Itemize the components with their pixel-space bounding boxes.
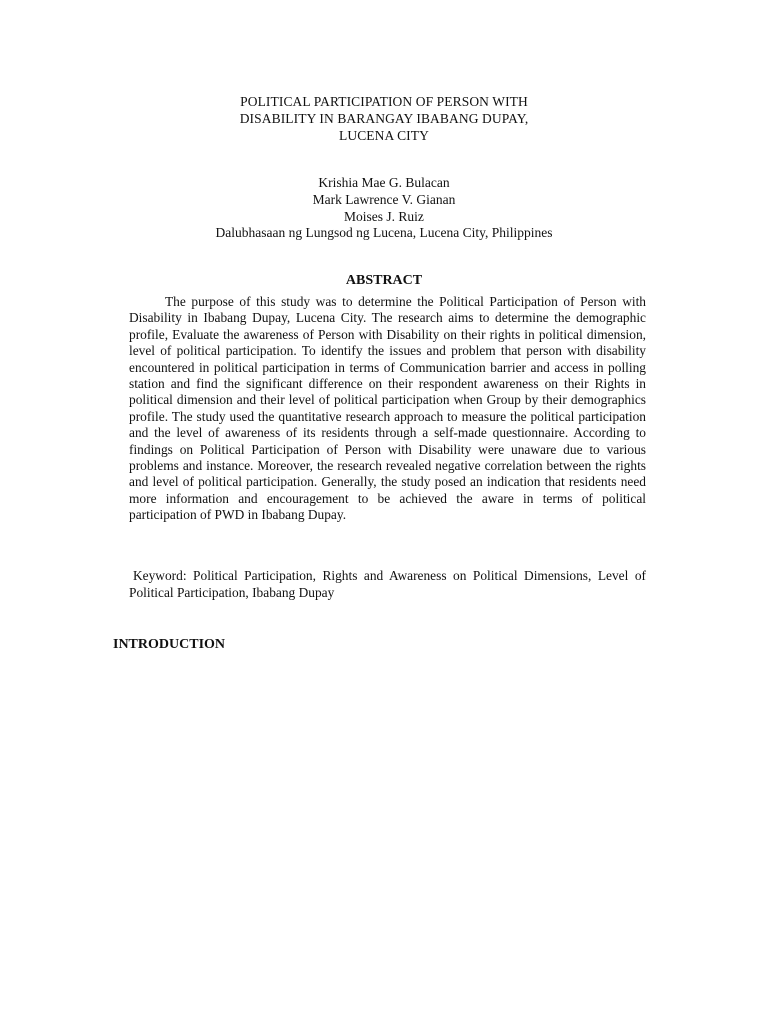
title-line-2: DISABILITY IN BARANGAY IBABANG DUPAY, <box>239 111 529 126</box>
affiliation: Dalubhasaan ng Lungsod ng Lucena, Lucena City, Philippines <box>215 225 553 241</box>
keyword-text: Keyword: Political Participation, Rights and Awareness on Political Dimensions, Level of Political Participation, Ibabang Dupay <box>129 568 646 600</box>
introduction-heading: INTRODUCTION <box>113 637 226 652</box>
abstract-body: The purpose of this study was to determine the Political Participation of Person with Disability in Ibabang Dupay, Lucena City. The research aims to determine the demographic profile, Evaluate the awareness of Person with Disability on their rights in political dimension, level of political participation. To identify the issues and problem that person with disability encountered in political participation in terms of Communication barrier and access in polling station and find the significant difference on their respondent awareness on their Rights in political dimension and their level of political participation when Group by their demographics profile. The study used the quantitative research approach to measure the political participation and the level of awareness of its residents through a self-made questionnaire. According to findings on Political Participation of Person with Disability were unaware due to various problems and instance. Moreover, the research revealed negative correlation between the rights and level of political participation. Generally, the study posed an indication that residents need more information and encouragement to be achieved the aware in terms of political participation of PWD in Ibabang Dupay. <box>129 294 646 523</box>
abstract-heading: ABSTRACT <box>345 273 423 288</box>
author-block <box>0 175 768 242</box>
author-name: Krishia Mae G. Bulacan <box>318 175 450 190</box>
keywords <box>129 567 646 601</box>
title-line-3: LUCENA CITY <box>339 128 429 143</box>
author-name: Mark Lawrence V. Gianan <box>312 191 456 207</box>
paper-title <box>0 93 768 144</box>
title-line-1: POLITICAL PARTICIPATION OF PERSON WITH <box>240 94 528 109</box>
author-name: Moises J. Ruiz <box>344 208 424 224</box>
